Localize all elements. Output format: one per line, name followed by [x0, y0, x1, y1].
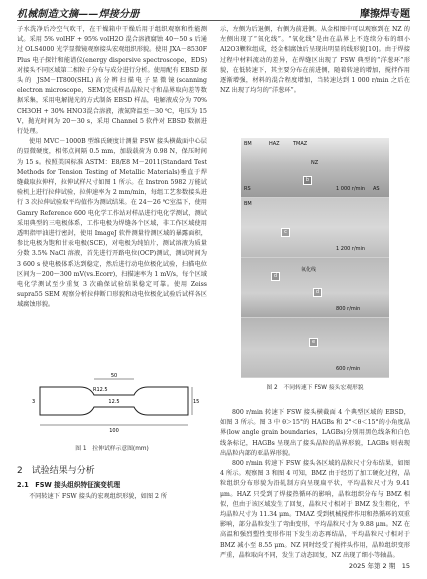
marker-box: d	[271, 272, 280, 281]
label-speed: 600 r/min	[336, 366, 361, 372]
marker-box: d	[313, 288, 322, 297]
label-as: AS	[373, 186, 380, 192]
subsection-heading: 2.1 FSW 接头组织特征演变机理	[17, 481, 121, 489]
figure-2-caption: 图 2 不同转速下 FSW 接头宏观形貌	[266, 385, 364, 391]
figure-1-caption: 图 1 拉伸试样示意图(mm)	[75, 446, 149, 452]
label-rs: RS	[244, 186, 251, 192]
label-bm: BM	[244, 141, 252, 147]
left-paragraph-2: 使用 MVC－1000B 型维氏硬度计测量 FSW 接头横截面中心层的显微硬度，相邻点间隔 0.5 mm，加载载荷为 0.98 N，保压时间为 15 s。按照美国标准 ASTM：E8/E8 M－2011(Standard Test Methods for Tension Testing of Metallic Materials)垂直于焊缝截取拉伸样，拉伸试样尺寸如图 1 所示。在 Instron 5982 万能试验机上进行拉伸试验，拉伸速率为 2 mm/min，每组工艺参数接头进行 3 次拉伸试验取平均值作为测试结果。在 24～26 ℃室温下，使用 Gamry Reference 600 电化学工作站对样品进行电化学测试，测试采用典型的三电极体系，工作电极为焊缝各个区域，非工作区域使用透明指甲油进行密封，使用 ImageJ 软件测量待测区域的暴露面积，参比电极为饱和甘汞电极(SCE)，对电极为纯铂片，测试溶液为质量分数 3.5% NaCl 溶液，首先进行开路电位(OCP)测试，测试时间为 3 600 s 使电极体系达到稳定，然后进行动电位极化试验，扫描电位区间为－200～300 mV(vs.Ecorr)，扫描速率为 1 mV/s，每个区域电化学测试至少重复 3 次确保试验结果稳定可靠。使用 Zeiss supra55 SEM 观察分析拉伸断口形貌和动电位极化试验后试样各区域腐蚀形貌。	[17, 138, 207, 309]
header-rule	[17, 20, 410, 21]
right-paragraph-1: 示，左侧为后退侧，右侧为前进侧。从金相图中可以观察到在 NZ 的左侧出现了“氧化线”。“氧化线”是由在晶界上不连续分布的细小 Al2O3颗粒组成，经金相腐蚀后呈现出明显的线形貌[10]。由于焊接过程中材料流动的差异，在焊缝区出现了 FSW 典型的“洋葱环”形貌，在低转速下，其主要分布在前进侧，随着转速的增加，搅拌作用逐渐增强，材料的混合程度增加，当转速达到 1 000 r/min 之后在 NZ 出现了均匀的“洋葱环”。	[220, 26, 410, 95]
panel-600rpm	[241, 318, 389, 377]
right-paragraph-2: 800 r/min 转速下 FSW 接头横截面 4 个典型区域的 EBSD，如图 3 所示。图 3 中 θ＞15°的 HAGBs 和 2°＜θ＜15°的小角度晶界(low angle grain boundaries，LAGBs)分别用黑色线条和白色线条标记，HAGBs 呈现出了接头晶粒的晶界形貌，LAGBs 则表现出晶粒内部的亚晶界形貌。	[220, 409, 410, 457]
page-footer: 2025 年第 2 期 15	[348, 562, 410, 570]
dim-label: 3	[32, 399, 36, 405]
journal-title: 机械制造文摘——焊接分册	[17, 9, 140, 20]
label-speed: 1 200 r/min	[336, 246, 366, 252]
tensile-specimen-diagram	[30, 365, 198, 437]
label-speed: 1 000 r/min	[336, 186, 366, 192]
left-paragraph-1: 子水洗净后冷空气吹干，在干燥箱中干燥后用于组织观察和性能测试。采用 5% volHF + 95% volH2O 混合溶液腐蚀 40～50 s 后通过 OLS4000 光学显微镜观察接头宏观组织形貌。使用 JXA－8530F Plus 电子探针和能谱仪(energy dispersive spectroscope，EDS)对接头不同区域第二相粒子分布与成分进行分析。使用配有 EBSD 探头的 JSM－IT800(SHL)高分辨扫描电子显微镜(scanning electron microscope，SEM)完成样品晶粒尺寸和晶界取向差等数据采集，采用电解抛光的方式制备 EBSD 样品，电解液成分为 70% CH3OH + 30% HNO3混合溶液，液氮降温至－30 ℃，电压为 15 V，抛光时间为 20～30 s，采用 Channel 5 软件对 EBSD 数据进行处理。	[17, 26, 207, 136]
panel-1200rpm	[241, 198, 389, 257]
label-haz: HAZ	[269, 141, 280, 147]
marker-box: b	[303, 176, 312, 185]
label-tmaz: TMAZ	[293, 141, 308, 147]
right-column	[220, 25, 410, 96]
panel-1000rpm	[241, 138, 389, 197]
label-oxide-line: 氧化线	[301, 267, 317, 273]
label-bm: BM	[244, 201, 252, 207]
label-speed: 800 r/min	[336, 306, 361, 312]
page-header	[0, 0, 427, 22]
panel-800rpm	[241, 258, 389, 317]
right-paragraph-3: 800 r/min 转速下 FSW 接头各区域的晶粒尺寸分布结果，如图 4 所示。观察图 3 和图 4 可知，BMZ 由于经历了加工硬化过程，晶粒组织分布形貌为沿轧制方向呈现扁平状，平均晶粒尺寸为 9.41 μm。HAZ 只受到了焊接热循环的影响，晶粒组织分布与 BMZ 相似，但由于该区域发生了回复，晶粒尺寸相对于 BMZ 发生粗化，平均晶粒尺寸为 11.34 μm。TMAZ 受到机械搅拌作用和热循环的双重影响，部分晶粒发生了弯曲变形，平均晶粒尺寸为 9.88 μm。NZ 在高温和强烈塑性变形作用下发生动态再结晶，平均晶粒尺寸相对于 BMZ 减小至 8.55 μm。NZ 同时经受了搅拌头作用，晶粒组织变形严重，晶粒取向不同，发生了动态回复，NZ 出现了细小等轴晶。	[220, 460, 410, 559]
dim-label: 100	[109, 428, 119, 434]
section-title: 摩擦焊专题	[360, 9, 410, 20]
section-paragraph: 不同转速下 FSW 接头的宏观组织形貌，如图 2 所	[29, 493, 168, 500]
dim-label: 15	[193, 399, 200, 405]
marker-box: c	[281, 228, 290, 237]
dim-label: 50	[110, 373, 118, 379]
marker-box: e	[309, 338, 318, 347]
dim-label: 12.5	[108, 399, 120, 405]
dim-label: R12.5	[93, 387, 108, 393]
macro-morphology-figure	[241, 138, 389, 378]
label-nz: NZ	[311, 160, 319, 166]
left-column	[17, 25, 207, 311]
section-heading: 2 试验结果与分析	[17, 466, 95, 476]
right-column-bottom	[220, 408, 410, 561]
left-paragraph-3	[17, 492, 207, 502]
